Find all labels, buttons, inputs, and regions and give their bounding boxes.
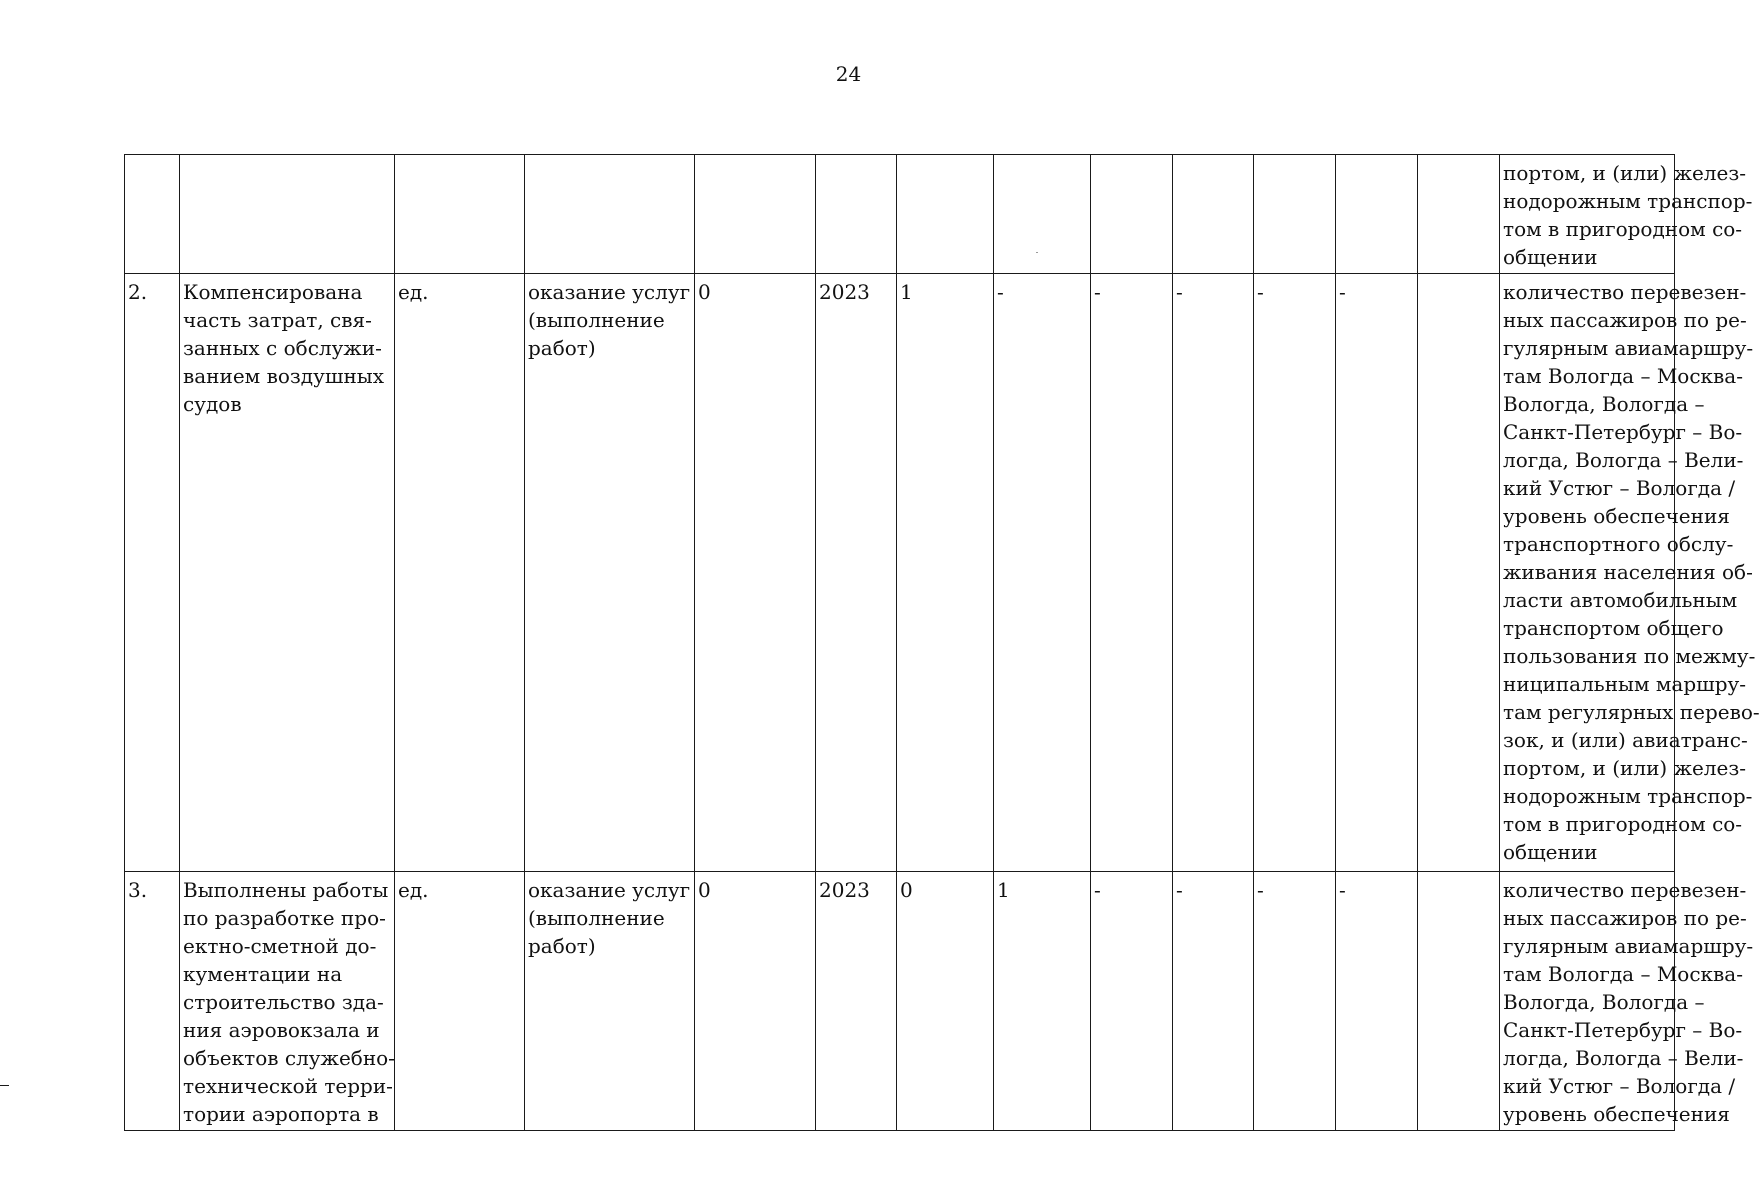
- cell-text-line: 1: [900, 280, 913, 304]
- table-cell: [1336, 872, 1418, 1131]
- cell-text-line: количество перевезен-: [1503, 280, 1747, 304]
- table-cell: [1173, 274, 1254, 872]
- cell-text-line: -: [1094, 280, 1101, 304]
- cell-text-line: там Вологда – Москва-: [1503, 364, 1743, 388]
- table-cell: [1336, 274, 1418, 872]
- table-cell: [994, 274, 1091, 872]
- cell-text-line: -: [1339, 280, 1346, 304]
- cell-text-line: Выполнены работы: [183, 878, 389, 902]
- scan-artifact: [1036, 252, 1038, 253]
- table-cell: [695, 872, 816, 1131]
- cell-text-line: работ): [528, 336, 596, 360]
- cell-text-line: Вологда, Вологда –: [1503, 392, 1705, 416]
- table-cell: [1173, 155, 1254, 274]
- table-cell: [1418, 155, 1500, 274]
- cell-text-line: -: [1176, 878, 1183, 902]
- table-row: [125, 155, 1675, 274]
- cell-text-line: Санкт-Петербург – Во-: [1503, 1018, 1743, 1042]
- cell-text-line: ных пассажиров по ре-: [1503, 308, 1747, 332]
- table-cell: [1418, 274, 1500, 872]
- table-cell: [1336, 155, 1418, 274]
- cell-text-line: живания населения об-: [1503, 560, 1753, 584]
- table-cell: [816, 155, 897, 274]
- cell-text-line: количество перевезен-: [1503, 878, 1747, 902]
- cell-text-line: 1: [997, 878, 1010, 902]
- cell-text-line: Вологда, Вологда –: [1503, 990, 1705, 1014]
- cell-text-line: ласти автомобильным: [1503, 588, 1738, 612]
- margin-mark: [0, 1085, 9, 1086]
- cell-text-line: кий Устюг – Вологда /: [1503, 476, 1736, 500]
- cell-text-line: нодорожным транспор-: [1503, 189, 1753, 213]
- cell-text-line: 2.: [128, 280, 148, 304]
- cell-text-line: гулярным авиамаршру-: [1503, 934, 1754, 958]
- table-cell: [1091, 155, 1173, 274]
- table-cell: [1418, 872, 1500, 1131]
- table-cell: [395, 155, 525, 274]
- cell-text-line: портом, и (или) желез-: [1503, 756, 1747, 780]
- table-cell: [125, 872, 180, 1131]
- cell-text-line: пользования по межму-: [1503, 644, 1756, 668]
- table-cell: [395, 274, 525, 872]
- cell-text-line: -: [1257, 280, 1264, 304]
- table-cell: [994, 155, 1091, 274]
- cell-text-line: логда, Вологда – Вели-: [1503, 1046, 1744, 1070]
- cell-text-line: уровень обеспечения: [1503, 1102, 1730, 1126]
- cell-text-line: 3.: [128, 878, 148, 902]
- cell-text-line: гулярным авиамаршру-: [1503, 336, 1754, 360]
- table-cell: [695, 274, 816, 872]
- table-cell: [816, 872, 897, 1131]
- cell-text-line: портом, и (или) желез-: [1503, 161, 1747, 185]
- cell-text-line: том в пригородном со-: [1503, 812, 1743, 836]
- table-cell: [1254, 872, 1336, 1131]
- cell-text-line: кий Устюг – Вологда /: [1503, 1074, 1736, 1098]
- table-cell: [816, 274, 897, 872]
- table-row: [125, 274, 1675, 872]
- table-cell: [1254, 155, 1336, 274]
- cell-text-line: занных с обслужи-: [183, 336, 382, 360]
- cell-text-line: технической терри-: [183, 1074, 393, 1098]
- table-row: [125, 872, 1675, 1131]
- table-cell: [1500, 872, 1754, 1131]
- cell-text-line: часть затрат, свя-: [183, 308, 372, 332]
- cell-text-line: общении: [1503, 840, 1598, 864]
- table-cell: [125, 155, 180, 274]
- cell-text-line: (выполнение: [528, 308, 665, 332]
- cell-text-line: оказание услуг: [528, 878, 691, 902]
- cell-text-line: судов: [183, 392, 242, 416]
- cell-text-line: ниципальным маршру-: [1503, 672, 1747, 696]
- table-cell: [1254, 274, 1336, 872]
- cell-text-line: зок, и (или) авиатранс-: [1503, 728, 1748, 752]
- cell-text-line: Санкт-Петербург – Во-: [1503, 420, 1743, 444]
- cell-text-line: строительство зда-: [183, 990, 384, 1014]
- table-cell: [180, 274, 395, 872]
- table-cell: [395, 872, 525, 1131]
- cell-text-line: -: [1176, 280, 1183, 304]
- cell-text-line: транспортного обслу-: [1503, 532, 1734, 556]
- table-cell: [1091, 274, 1173, 872]
- cell-text-line: тории аэропорта в: [183, 1102, 379, 1126]
- cell-text-line: -: [1094, 878, 1101, 902]
- cell-text-line: -: [1257, 878, 1264, 902]
- cell-text-line: ных пассажиров по ре-: [1503, 906, 1747, 930]
- cell-text-line: ектно-сметной до-: [183, 934, 377, 958]
- cell-text-line: транспортом общего: [1503, 616, 1724, 640]
- table-cell: [125, 274, 180, 872]
- cell-text-line: там Вологда – Москва-: [1503, 962, 1743, 986]
- cell-text-line: ед.: [398, 878, 429, 902]
- cell-text-line: том в пригородном со-: [1503, 217, 1743, 241]
- table-cell: [1500, 274, 1760, 872]
- table-cell: [1091, 872, 1173, 1131]
- table-cell: [1500, 155, 1753, 274]
- table-cell: [695, 155, 816, 274]
- table-cell: [1173, 872, 1254, 1131]
- cell-text-line: уровень обеспечения: [1503, 504, 1730, 528]
- cell-text-line: там регулярных перево-: [1503, 700, 1760, 724]
- table-cell: [180, 155, 395, 274]
- cell-text-line: ед.: [398, 280, 429, 304]
- table-body: [125, 155, 1760, 1131]
- table-cell: [525, 274, 695, 872]
- cell-text-line: (выполнение: [528, 906, 665, 930]
- cell-text-line: работ): [528, 934, 596, 958]
- cell-text-line: кументации на: [183, 962, 343, 986]
- cell-text-line: 2023: [819, 878, 870, 902]
- cell-text-line: Компенсирована: [183, 280, 363, 304]
- indicators-table: [124, 154, 1760, 1131]
- table-cell: [525, 872, 695, 1131]
- page-number: 24: [835, 62, 862, 86]
- cell-text-line: объектов служебно-: [183, 1046, 395, 1070]
- cell-text-line: нодорожным транспор-: [1503, 784, 1753, 808]
- cell-text-line: по разработке про-: [183, 906, 386, 930]
- cell-text-line: 0: [698, 280, 711, 304]
- table-cell: [897, 274, 994, 872]
- cell-text-line: общении: [1503, 245, 1598, 269]
- cell-text-line: 0: [698, 878, 711, 902]
- table-cell: [180, 872, 395, 1131]
- table-cell: [897, 155, 994, 274]
- table-cell: [897, 872, 994, 1131]
- cell-text-line: логда, Вологда – Вели-: [1503, 448, 1744, 472]
- cell-text-line: ния аэровокзала и: [183, 1018, 380, 1042]
- table-cell: [525, 155, 695, 274]
- cell-text-line: 2023: [819, 280, 870, 304]
- cell-text-line: -: [1339, 878, 1346, 902]
- cell-text-line: ванием воздушных: [183, 364, 385, 388]
- cell-text-line: 0: [900, 878, 913, 902]
- table-cell: [994, 872, 1091, 1131]
- cell-text-line: -: [997, 280, 1004, 304]
- cell-text-line: оказание услуг: [528, 280, 691, 304]
